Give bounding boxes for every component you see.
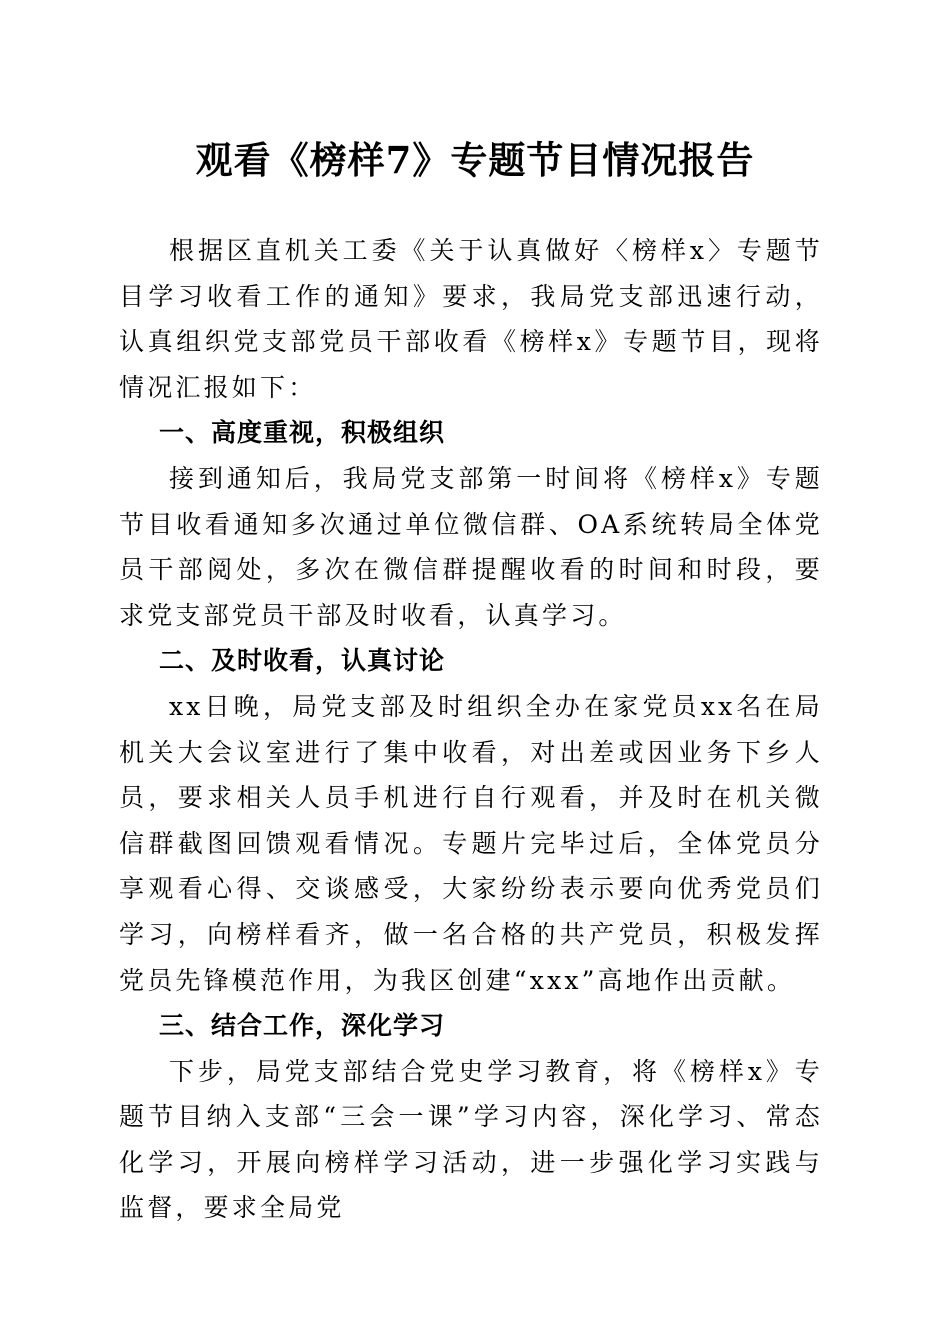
section-2-heading: 二、及时收看，认真讨论 [159, 646, 446, 676]
section-1-heading: 一、高度重视，积极组织 [159, 418, 446, 448]
intro-paragraph: 根据区直机关工委《关于认真做好〈榜样x〉专题节目学习收看工作的通知》要求，我局党支部迅速行动，认真组织党支部党员干部收看《榜样x》专题节目，现将情况汇报如下： [119, 236, 823, 402]
section-3-heading: 三、结合工作，深化学习 [159, 1011, 446, 1041]
document-title: 观看《榜样7》专题节目情况报告 [195, 138, 755, 182]
document-body [119, 228, 823, 1231]
section-3-paragraph: 下步，局党支部结合党史学习教育，将《榜样x》专题节目纳入支部“三会一课”学习内容，深化学习、常态化学习，开展向榜样学习活动，进一步强化学习实践与监督，要求全局党 [119, 1056, 823, 1223]
section-1-paragraph: 接到通知后，我局党支部第一时间将《榜样x》专题节目收看通知多次通过单位微信群、OA系统转局全体党员干部阅处，多次在微信群提醒收看的时间和时段，要求党支部党员干部及时收看，认真学习。 [119, 463, 823, 630]
section-2-paragraph: xx日晚，局党支部及时组织全办在家党员xx名在局机关大会议室进行了集中收看，对出差或因业务下乡人员，要求相关人员手机进行自行观看，并及时在机关微信群截图回馈观看情况。专题片完毕过后，全体党员分享观看心得、交谈感受，大家纷纷表示要向优秀党员们学习，向榜样看齐，做一名合格的共产党员，积极发挥党员先锋模范作用，为我区创建“xxx”高地作出贡献。 [119, 691, 823, 995]
